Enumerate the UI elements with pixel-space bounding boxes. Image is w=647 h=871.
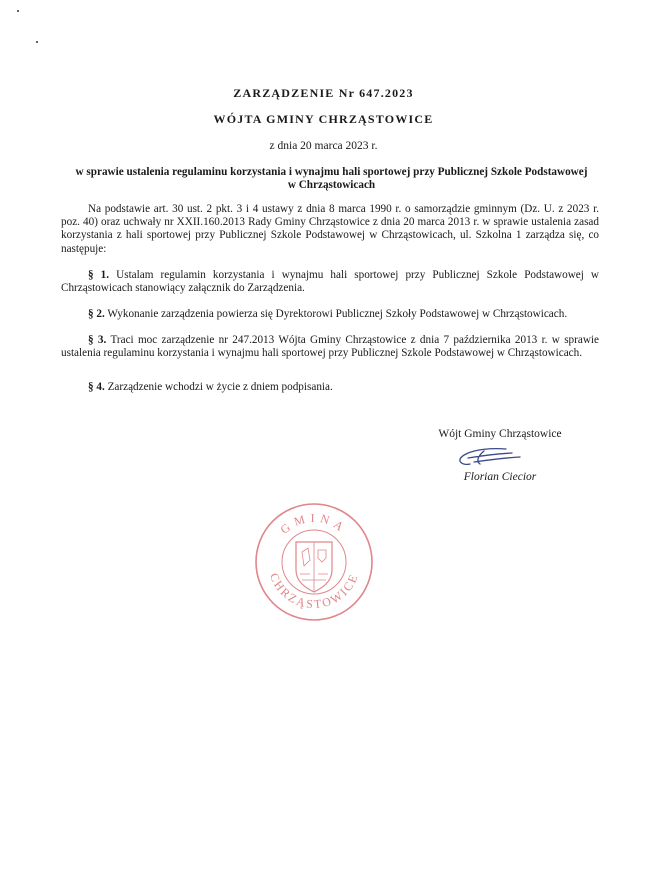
signature-role: Wójt Gminy Chrząstowice <box>438 428 562 440</box>
section-mark: § 4. <box>88 381 105 393</box>
section-mark: § 2. <box>88 308 105 320</box>
official-seal <box>252 500 376 624</box>
section-text: Zarządzenie wchodzi w życie z dniem podpisania. <box>107 381 333 393</box>
subject-line-2: w Chrząstowicach <box>287 179 376 191</box>
handwritten-signature <box>440 442 560 472</box>
subject-line-1: w sprawie ustalenia regulaminu korzystania i wynajmu hali sportowej przy Publicznej Szkole Podstawowej <box>75 166 588 178</box>
preamble-paragraph: Na podstawie art. 30 ust. 2 pkt. 3 i 4 ustawy z dnia 8 marca 1990 r. o samorządzie gminnym (Dz. U. z 2023 r. poz. 40) oraz uchwały nr XXII.160.2013 Rady Gminy Chrząstowice z dnia 20 marca 2013 r. w sprawie ustalenia zasad korzystania z hali sportowej przy Publicznej Szkole Podstawowej w Chrząstowicach, ul. Szkolna 1 zarządza się, co następuje: <box>61 203 599 255</box>
section-2 <box>61 308 599 321</box>
svg-text:GMINA <box>278 511 351 537</box>
section-text: Ustalam regulamin korzystania i wynajmu hali sportowej przy Publicznej Szkole Podstawowej w Chrząstowicach stanowiący załącznik do Zarządzenia. <box>61 269 600 295</box>
section-mark: § 3. <box>88 334 107 346</box>
signatory-name: Florian Ciecior <box>463 471 537 483</box>
section-4 <box>61 381 599 394</box>
issuer-title: WÓJTA GMINY CHRZĄSTOWICE <box>213 112 434 126</box>
seal-bottom-text: CHRZĄSTOWICE <box>266 570 362 612</box>
section-mark: § 1. <box>88 269 110 281</box>
document-date: z dnia 20 marca 2023 r. <box>269 140 378 152</box>
document-title: ZARZĄDZENIE Nr 647.2023 <box>233 86 414 100</box>
section-text: Wykonanie zarządzenia powierza się Dyrektorowi Publicznej Szkoły Podstawowej w Chrząstowicach. <box>107 308 568 320</box>
section-3 <box>61 334 599 360</box>
scan-speck <box>17 10 19 12</box>
seal-top-text: GMINA <box>277 510 351 537</box>
section-text: Traci moc zarządzenie nr 247.2013 Wójta Gminy Chrząstowice z dnia 7 października 2013 r. w sprawie ustalenia regulaminu korzystania i wynajmu hali sportowej przy Publicznej Szkole Podstawowej w Chrząstowicach. <box>61 334 599 360</box>
scan-speck <box>36 41 38 43</box>
section-1 <box>61 269 599 295</box>
